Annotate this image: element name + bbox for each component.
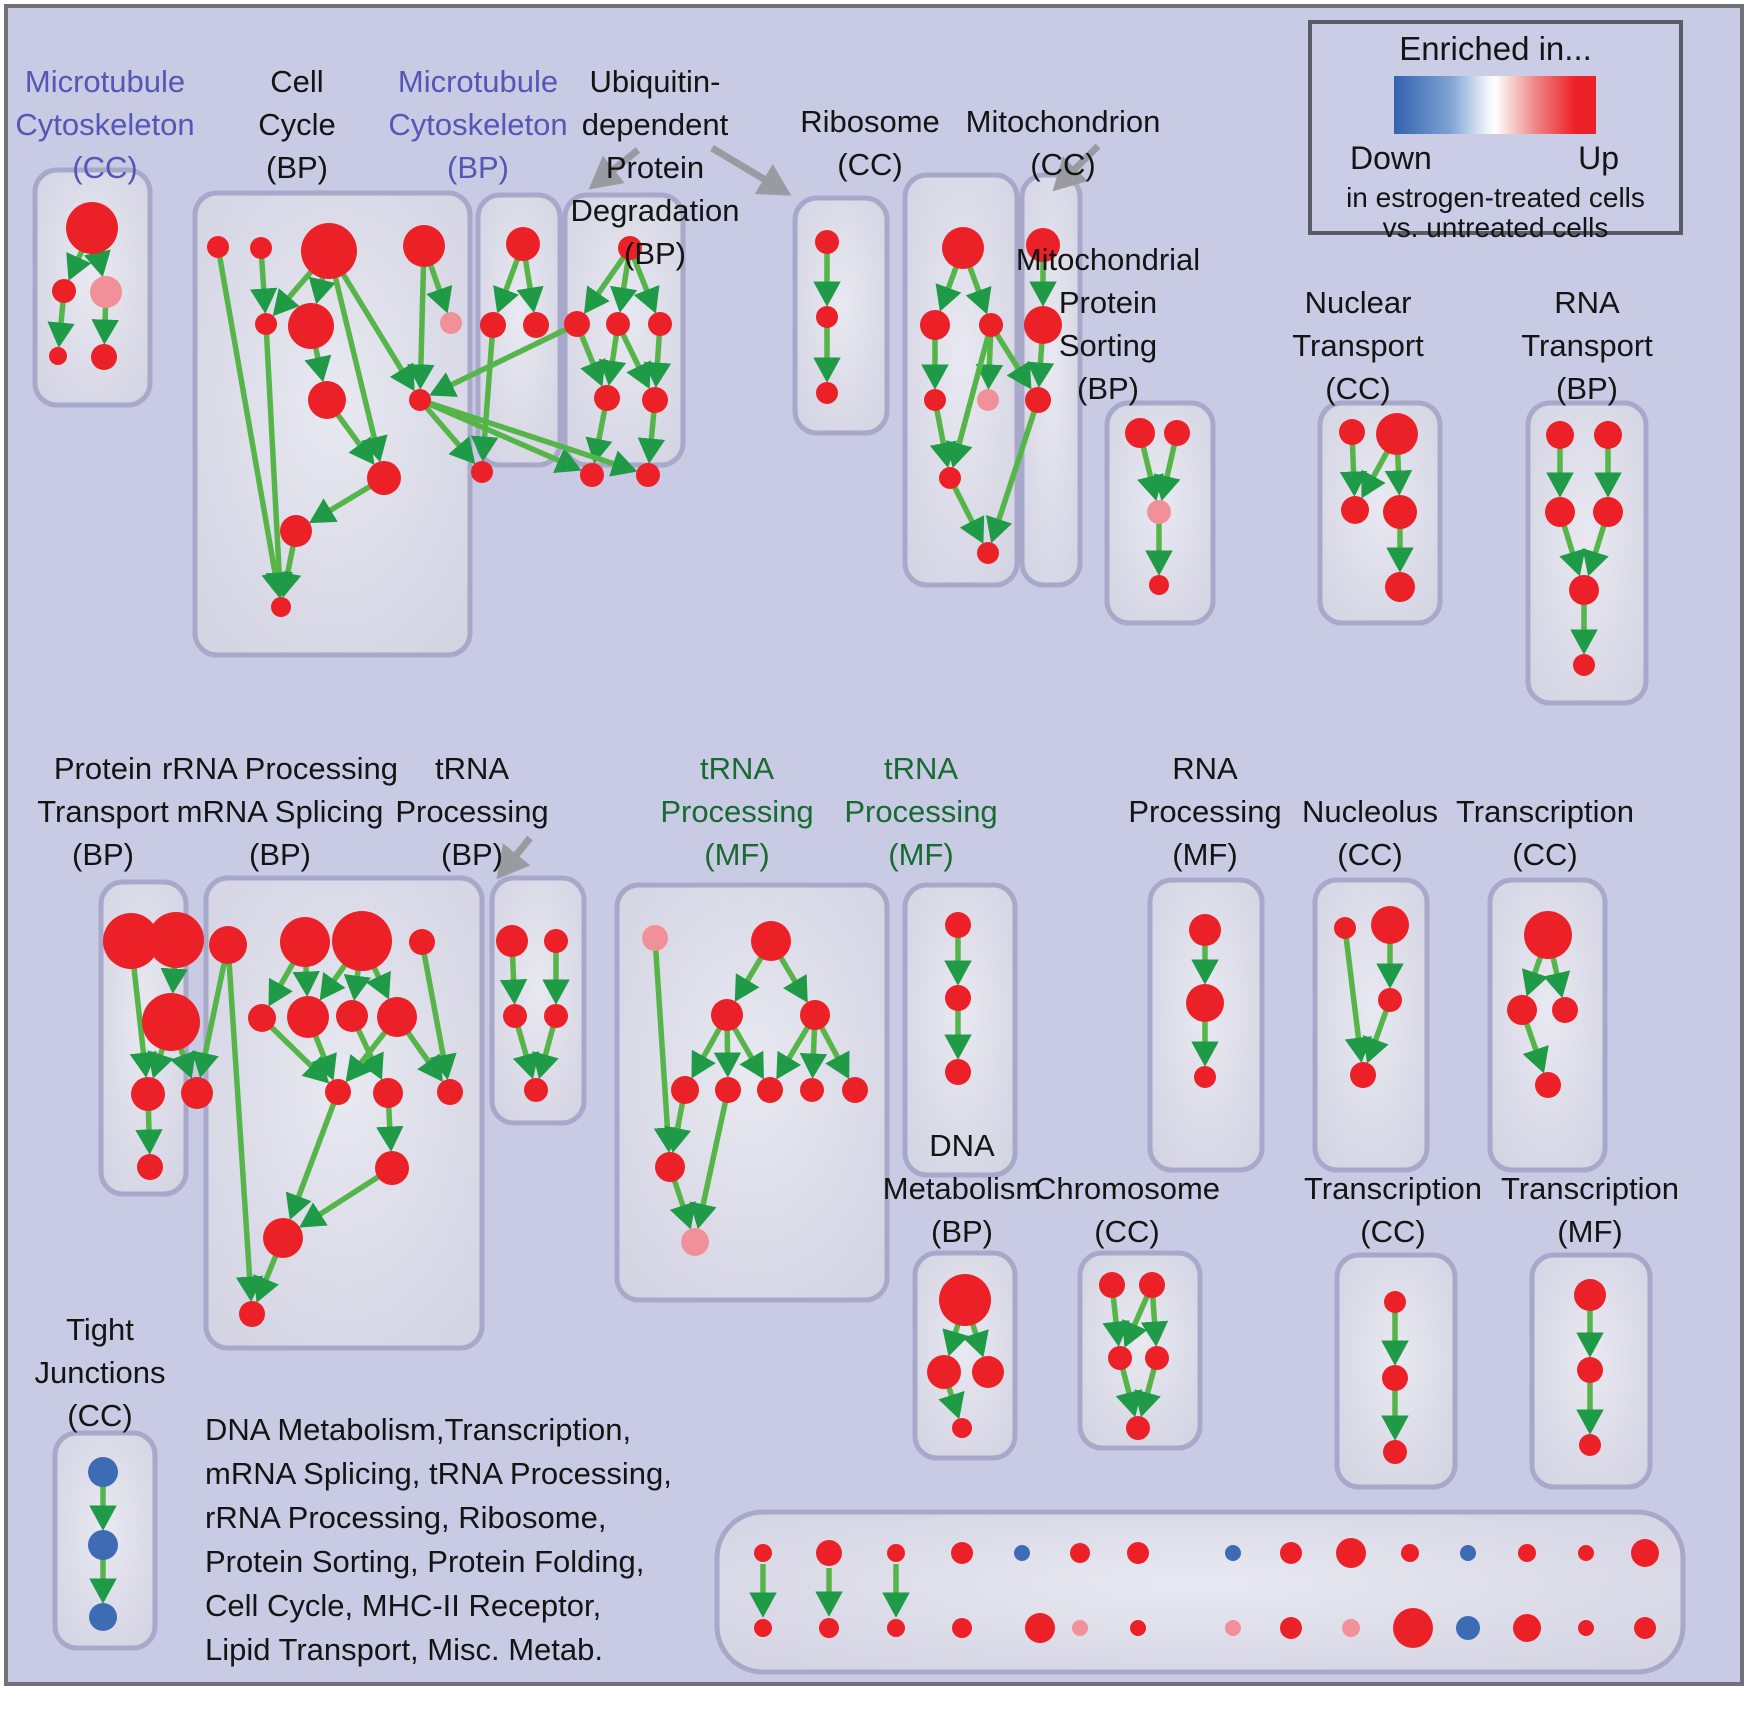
- go-term-node: [66, 202, 118, 254]
- go-term-node: [49, 347, 67, 365]
- go-term-node: [1130, 1620, 1146, 1636]
- cluster-label: [1034, 1167, 1220, 1253]
- go-term-node: [248, 1004, 276, 1032]
- go-term-node: [1518, 1544, 1536, 1562]
- cluster-label: [1292, 281, 1424, 410]
- go-term-node: [1280, 1617, 1302, 1639]
- cluster-label-line: (CC): [1094, 1214, 1160, 1249]
- go-term-node: [816, 382, 838, 404]
- go-term-node: [887, 1619, 905, 1637]
- go-term-node: [1460, 1545, 1476, 1561]
- go-term-node: [91, 344, 117, 370]
- go-term-node: [496, 925, 528, 957]
- go-term-node: [336, 1000, 368, 1032]
- cluster-label-line: Transport: [37, 794, 169, 829]
- go-term-node: [255, 313, 277, 335]
- cluster-label: [571, 60, 740, 275]
- go-term-node: [1145, 1346, 1169, 1370]
- go-term-node: [945, 1059, 971, 1085]
- cluster-label-line: RNA: [1172, 751, 1238, 786]
- legend-gradient-bar: [1394, 76, 1596, 134]
- cluster-label-line: (CC): [1030, 147, 1096, 182]
- go-term-node: [1371, 906, 1409, 944]
- go-term-node: [1336, 1538, 1366, 1568]
- cluster-label-line: Processing: [844, 794, 998, 829]
- cluster-label-line: (BP): [265, 150, 328, 185]
- go-term-node: [181, 1077, 213, 1109]
- misc-text-line: mRNA Splicing, tRNA Processing,: [205, 1456, 672, 1491]
- go-term-node: [1513, 1614, 1541, 1642]
- go-term-node: [437, 1079, 463, 1105]
- go-term-node: [945, 912, 971, 938]
- go-term-node: [606, 312, 630, 336]
- go-term-node: [523, 312, 549, 338]
- cluster-label-line: mRNA Splicing: [176, 794, 384, 829]
- go-term-node: [263, 1218, 303, 1258]
- cluster-label-line: dependent: [581, 107, 729, 142]
- go-term-node: [207, 236, 229, 258]
- go-term-node: [757, 1077, 783, 1103]
- cluster-label-line: (MF): [1557, 1214, 1623, 1249]
- go-term-node: [594, 385, 620, 411]
- go-term-node: [920, 310, 950, 340]
- cluster-label: [258, 60, 336, 189]
- cluster-label-line: tRNA: [434, 751, 510, 786]
- go-term-node: [754, 1544, 772, 1562]
- cluster-label-line: Nucleolus: [1301, 794, 1439, 829]
- cluster-label-line: DNA: [929, 1128, 995, 1163]
- cluster-label: [883, 1124, 1042, 1253]
- cluster-label-line: Transcription: [1500, 1171, 1680, 1206]
- cluster-label-line: Cell: [270, 64, 324, 99]
- go-term-node: [642, 925, 668, 951]
- go-term-node: [373, 1078, 403, 1108]
- cluster-label-line: (MF): [704, 837, 770, 872]
- go-term-node: [375, 1151, 409, 1185]
- go-term-node: [1186, 984, 1224, 1022]
- go-term-node: [979, 313, 1003, 337]
- go-term-node: [148, 912, 204, 968]
- go-term-node: [564, 311, 590, 337]
- cluster-label-line: (BP): [931, 1214, 993, 1249]
- go-term-node: [800, 1078, 824, 1102]
- cluster-label-line: Protein: [605, 150, 705, 185]
- go-term-node: [815, 230, 839, 254]
- misc-text-line: DNA Metabolism,Transcription,: [205, 1412, 632, 1447]
- legend-title: Enriched in...: [1399, 30, 1592, 67]
- go-term-node: [942, 227, 984, 269]
- cluster-label-line: Processing: [395, 794, 549, 829]
- cluster-label-line: Cytoskeleton: [15, 107, 195, 142]
- cluster-label-line: Cytoskeleton: [388, 107, 568, 142]
- go-term-node: [471, 461, 493, 483]
- go-term-node: [711, 999, 743, 1031]
- cluster-label: [800, 100, 940, 186]
- cluster-label: [966, 100, 1161, 186]
- go-term-node: [1401, 1544, 1419, 1562]
- misc-text-line: Protein Sorting, Protein Folding,: [205, 1544, 645, 1579]
- go-term-node: [842, 1077, 868, 1103]
- go-term-node: [440, 312, 462, 334]
- cluster-label-line: (CC): [72, 150, 138, 185]
- go-term-node: [1577, 1357, 1603, 1383]
- go-term-node: [1341, 496, 1369, 524]
- go-term-node: [1393, 1608, 1433, 1648]
- go-term-node: [945, 985, 971, 1011]
- cluster-label-line: (CC): [837, 147, 903, 182]
- go-term-node: [1574, 1279, 1606, 1311]
- cluster-label: [35, 1308, 166, 1437]
- cluster-label-line: Mitochondrial: [1015, 242, 1201, 277]
- legend-down-label: Down: [1350, 140, 1432, 176]
- misc-text-line: rRNA Processing, Ribosome,: [205, 1500, 607, 1535]
- go-term-node: [800, 1000, 830, 1030]
- cluster-label-line: (CC): [1325, 371, 1391, 406]
- cluster-label-line: Nuclear: [1304, 285, 1412, 320]
- go-term-node: [1225, 1545, 1241, 1561]
- cluster-label-line: Chromosome: [1033, 1171, 1221, 1206]
- go-term-node: [409, 389, 431, 411]
- cluster-label-line: Junctions: [34, 1355, 166, 1390]
- go-term-node: [1108, 1346, 1132, 1370]
- cluster-label: [1304, 1167, 1482, 1253]
- legend-box: [1308, 20, 1683, 243]
- go-term-node: [754, 1619, 772, 1637]
- cluster-label: [1521, 281, 1653, 410]
- go-term-node: [1189, 914, 1221, 946]
- go-term-node: [89, 1603, 117, 1631]
- go-term-node: [280, 515, 312, 547]
- go-term-node: [480, 312, 506, 338]
- go-term-node: [1339, 419, 1365, 445]
- go-term-node: [1545, 497, 1575, 527]
- go-term-node: [142, 993, 200, 1051]
- go-term-node: [1072, 1620, 1088, 1636]
- go-term-node: [939, 1274, 991, 1326]
- go-term-node: [1225, 1620, 1241, 1636]
- go-term-node: [1070, 1543, 1090, 1563]
- go-term-node: [977, 389, 999, 411]
- go-term-node: [1552, 997, 1578, 1023]
- cluster-label-line: Cycle: [258, 107, 336, 142]
- cluster-label-line: Ubiquitin-: [589, 64, 721, 99]
- go-term-node: [952, 1618, 972, 1638]
- cluster-label: [395, 747, 548, 876]
- cluster-label-line: rRNA Processing: [161, 751, 399, 786]
- cluster-label: [1016, 238, 1200, 410]
- go-term-node: [655, 1152, 685, 1182]
- go-term-node: [403, 225, 445, 267]
- go-term-node: [1383, 495, 1417, 529]
- cluster-label-line: Sorting: [1058, 328, 1158, 363]
- cluster-label: [162, 747, 398, 876]
- go-term-node: [239, 1301, 265, 1327]
- go-term-node: [131, 1077, 165, 1111]
- go-term-node: [288, 303, 334, 349]
- go-term-node: [927, 1355, 961, 1389]
- go-term-node: [544, 929, 568, 953]
- go-term-node: [280, 917, 330, 967]
- go-term-node: [1164, 420, 1190, 446]
- cluster-label: [844, 747, 997, 876]
- go-term-node: [816, 1540, 842, 1566]
- go-term-node: [1524, 911, 1572, 959]
- go-term-node: [636, 463, 660, 487]
- go-term-node: [642, 387, 668, 413]
- go-term-node: [1569, 575, 1599, 605]
- go-term-node: [819, 1618, 839, 1638]
- cluster-label-line: Tight: [66, 1312, 134, 1347]
- go-term-node: [1594, 421, 1622, 449]
- go-term-node: [1350, 1062, 1376, 1088]
- go-term-node: [524, 1078, 548, 1102]
- go-term-node: [1546, 421, 1574, 449]
- go-term-node: [924, 389, 946, 411]
- go-term-node: [88, 1530, 118, 1560]
- go-term-node: [887, 1544, 905, 1562]
- cluster-label-line: (CC): [67, 1398, 133, 1433]
- go-term-node: [1334, 917, 1356, 939]
- go-term-node: [544, 1004, 568, 1028]
- cluster-box-shared-categories: [717, 1512, 1683, 1672]
- go-term-node: [1579, 1434, 1601, 1456]
- go-term-node: [939, 467, 961, 489]
- go-term-node: [503, 1004, 527, 1028]
- go-term-node: [1149, 575, 1169, 595]
- go-term-node: [287, 996, 329, 1038]
- go-term-node: [1507, 995, 1537, 1025]
- cluster-label: [388, 60, 567, 189]
- cluster-label: [15, 60, 194, 189]
- cluster-label-line: Microtubule: [397, 64, 559, 99]
- go-term-node: [367, 461, 401, 495]
- go-term-node: [1631, 1539, 1659, 1567]
- go-term-node: [301, 223, 357, 279]
- go-term-node: [1382, 1365, 1408, 1391]
- cluster-label: [1128, 747, 1281, 876]
- go-term-node: [52, 279, 76, 303]
- go-term-node: [332, 911, 392, 971]
- cluster-box-nucleolus-cc: [1315, 880, 1427, 1170]
- go-term-node: [816, 306, 838, 328]
- cluster-label: [1456, 790, 1634, 876]
- go-term-node: [580, 463, 604, 487]
- go-term-node: [250, 237, 272, 259]
- go-term-node: [1126, 1416, 1150, 1440]
- go-term-node: [377, 997, 417, 1037]
- cluster-label-line: Protein: [53, 751, 153, 786]
- misc-text-line: Cell Cycle, MHC-II Receptor,: [205, 1588, 602, 1623]
- cluster-label-line: Transcription: [1303, 1171, 1483, 1206]
- cluster-label-line: (CC): [1512, 837, 1578, 872]
- cluster-label-line: (BP): [1555, 371, 1618, 406]
- misc-text-line: Lipid Transport, Misc. Metab.: [205, 1632, 603, 1667]
- cluster-label-line: tRNA: [699, 751, 775, 786]
- go-term-node: [1385, 572, 1415, 602]
- cluster-label-line: Transport: [1521, 328, 1653, 363]
- cluster-label-line: Transcription: [1455, 794, 1635, 829]
- go-term-node: [952, 1418, 972, 1438]
- go-term-node: [1147, 500, 1171, 524]
- go-term-node: [1578, 1545, 1594, 1561]
- cluster-label-line: Protein: [1058, 285, 1158, 320]
- go-term-node: [271, 597, 291, 617]
- go-term-node: [1593, 497, 1623, 527]
- go-term-node: [715, 1077, 741, 1103]
- go-term-node: [137, 1154, 163, 1180]
- cluster-label: [1501, 1167, 1679, 1253]
- misc-category-text: [205, 1408, 672, 1672]
- go-term-node: [325, 1079, 351, 1105]
- go-term-node: [1383, 1440, 1407, 1464]
- cluster-label-line: (BP): [440, 837, 503, 872]
- go-term-node: [977, 542, 999, 564]
- go-term-node: [1014, 1545, 1030, 1561]
- go-term-node: [1578, 1620, 1594, 1636]
- go-term-node: [681, 1228, 709, 1256]
- go-term-node: [1376, 413, 1418, 455]
- cluster-label-line: RNA: [1554, 285, 1620, 320]
- cluster-label-line: (MF): [888, 837, 954, 872]
- go-term-node: [1194, 1066, 1216, 1088]
- cluster-label-line: (CC): [1337, 837, 1403, 872]
- go-term-node: [751, 921, 791, 961]
- go-term-node: [1125, 418, 1155, 448]
- cluster-label-line: Metabolism: [882, 1171, 1042, 1206]
- go-term-node: [648, 312, 672, 336]
- cluster-label: [37, 747, 169, 876]
- cluster-label-line: tRNA: [883, 751, 959, 786]
- go-term-node: [1280, 1542, 1302, 1564]
- cluster-label-line: Microtubule: [24, 64, 186, 99]
- cluster-label-line: Degradation: [570, 193, 740, 228]
- cluster-label-line: (BP): [447, 150, 509, 185]
- go-term-node: [209, 926, 247, 964]
- cluster-label-line: (BP): [624, 236, 686, 271]
- cluster-label-line: Ribosome: [800, 104, 940, 139]
- cluster-label-line: Mitochondrion: [965, 104, 1161, 139]
- cluster-label: [660, 747, 813, 876]
- cluster-label-line: (BP): [71, 837, 134, 872]
- go-term-node: [90, 276, 122, 308]
- legend-subtitle-2: vs. untreated cells: [1382, 212, 1609, 243]
- go-term-node: [88, 1457, 118, 1487]
- legend-up-label: Up: [1578, 140, 1619, 176]
- go-term-node: [409, 929, 435, 955]
- cluster-label-line: (CC): [1360, 1214, 1426, 1249]
- go-term-node: [951, 1542, 973, 1564]
- go-term-node: [1127, 1542, 1149, 1564]
- go-term-node: [1139, 1272, 1165, 1298]
- go-term-node: [1634, 1617, 1656, 1639]
- go-term-node: [1099, 1272, 1125, 1298]
- cluster-label-line: Transport: [1292, 328, 1424, 363]
- cluster-label-line: (MF): [1172, 837, 1238, 872]
- go-term-node: [1384, 1291, 1406, 1313]
- go-term-node: [308, 381, 346, 419]
- cluster-label: [1302, 790, 1438, 876]
- go-term-node: [1378, 988, 1402, 1012]
- cluster-label-line: Processing: [660, 794, 814, 829]
- go-term-node: [1342, 1619, 1360, 1637]
- go-term-node: [1456, 1616, 1480, 1640]
- cluster-label-line: (BP): [249, 837, 311, 872]
- legend-subtitle-1: in estrogen-treated cells: [1346, 182, 1645, 213]
- cluster-box-ubiquitin-degradation-bp-right: [795, 198, 887, 433]
- go-term-node: [1535, 1072, 1561, 1098]
- cluster-label-line: Processing: [1128, 794, 1282, 829]
- go-term-node: [506, 227, 540, 261]
- go-term-node: [1025, 1613, 1055, 1643]
- go-term-node: [972, 1356, 1004, 1388]
- go-term-node: [1573, 654, 1595, 676]
- go-term-node: [671, 1076, 699, 1104]
- cluster-label-line: (BP): [1077, 371, 1139, 406]
